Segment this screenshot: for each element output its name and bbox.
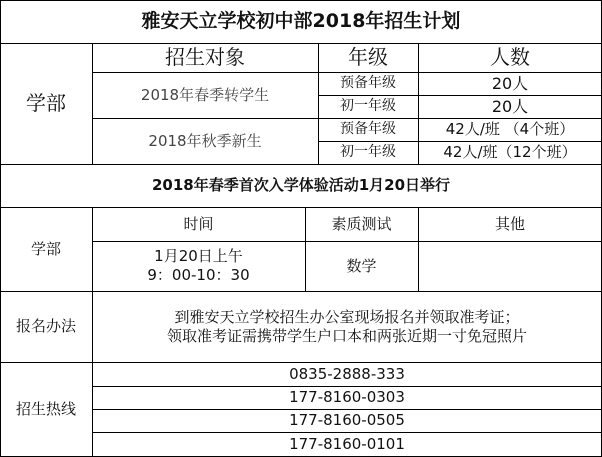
quality-test-subject: 数学 — [346, 256, 377, 275]
activity-time — [92, 241, 305, 291]
hotline-label: 招生热线 — [15, 399, 76, 418]
activity-date: 1月20日上午 — [154, 247, 243, 266]
hotline-number: 177-8160-0303 — [289, 388, 405, 407]
grade-cell: 预备年级 — [340, 120, 396, 137]
target-autumn-new: 2018年秋季新生 — [148, 131, 262, 150]
registration-line: 到雅安天立学校招生办公室现场报名并领取准考证； — [174, 307, 520, 326]
hotline-number: 177-8160-0505 — [289, 411, 405, 430]
other-value — [418, 241, 602, 291]
header-count: 人数 — [490, 45, 530, 69]
header-time: 时间 — [183, 214, 214, 233]
header-other: 其他 — [494, 214, 525, 233]
page-title: 雅安天立学校初中部2018年招生计划 — [141, 9, 461, 32]
header-grade: 年级 — [348, 45, 388, 69]
registration-line: 领取准考证需携带学生户口本和两张近期一寸免冠照片 — [166, 326, 527, 345]
grade-cell: 预备年级 — [340, 74, 396, 91]
header-target: 招生对象 — [165, 45, 245, 69]
experience-section-label: 学部 — [30, 239, 61, 258]
hotline-number: 177-8160-0101 — [289, 434, 405, 453]
registration-method — [92, 291, 602, 362]
grade-cell: 初一年级 — [340, 143, 396, 160]
activity-hours: 9：00-10：30 — [147, 266, 250, 284]
grade-cell: 初一年级 — [340, 97, 396, 114]
count-cell: 42人/班 （4个班） — [445, 120, 575, 139]
registration-label: 报名办法 — [15, 317, 76, 336]
target-spring-transfer: 2018年春季转学生 — [140, 85, 270, 104]
experience-banner: 2018年春季首次入学体验活动1月20日举行 — [151, 176, 451, 195]
hotline-number: 0835-2888-333 — [289, 364, 405, 383]
count-cell: 20人 — [491, 73, 529, 93]
count-cell: 42人/班（12个班） — [443, 143, 577, 162]
header-quality-test: 素质测试 — [331, 214, 392, 233]
count-cell: 20人 — [491, 96, 529, 116]
plan-section-label: 学部 — [26, 91, 66, 115]
